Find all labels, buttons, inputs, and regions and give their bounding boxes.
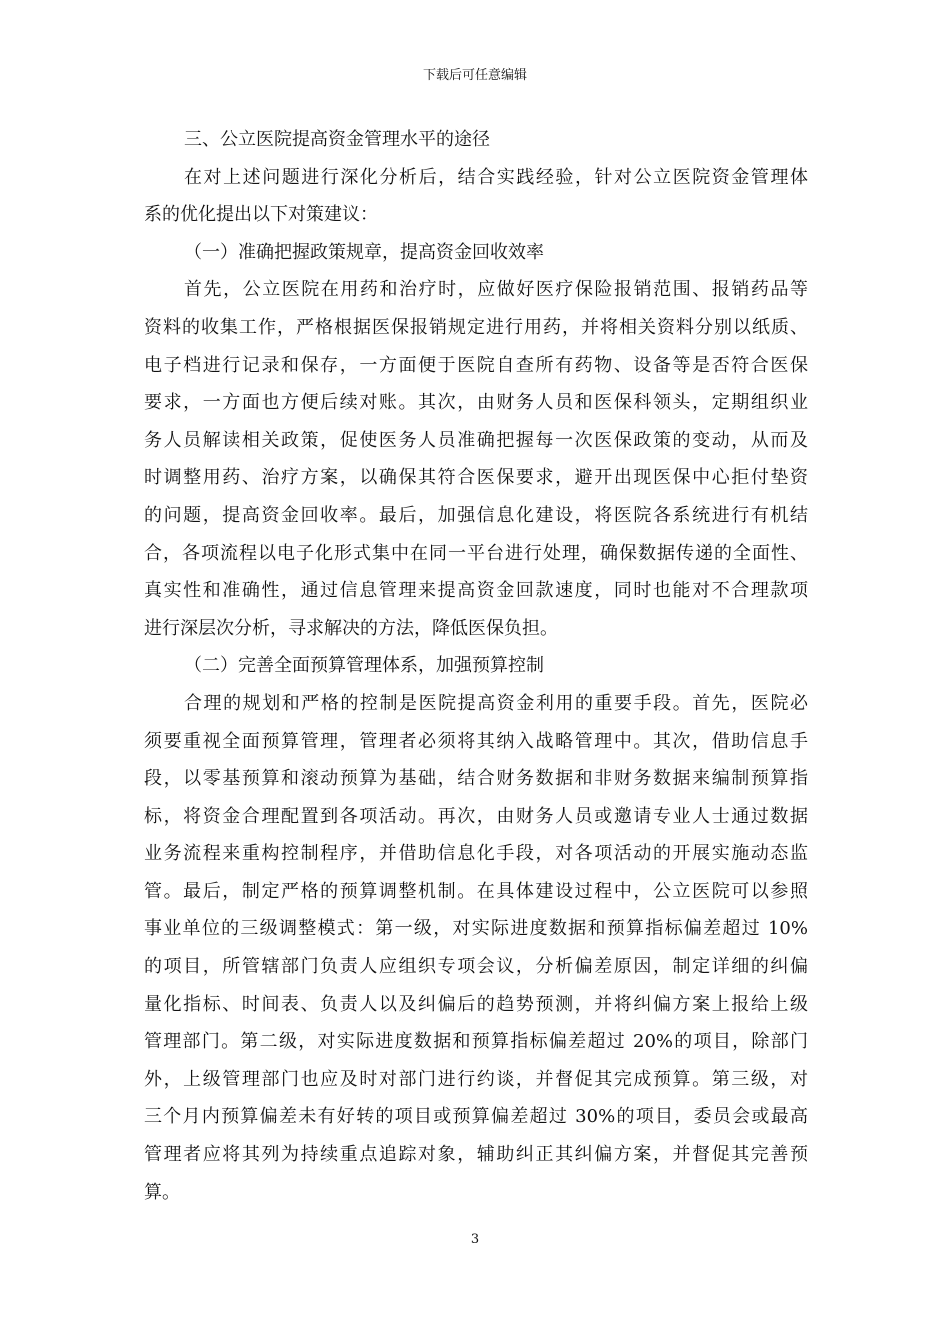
paragraph-line: 业务流程来重构控制程序，并借助信息化手段，对各项活动的开展实施动态监	[144, 843, 808, 865]
section-heading: 三、公立医院提高资金管理水平的途径	[184, 129, 490, 150]
paragraph-line: 量化指标、时间表、负责人以及纠偏后的趋势预测，并将纠偏方案上报给上级	[144, 993, 808, 1015]
paragraph-line: 三个月内预算偏差未有好转的项目或预算偏差超过 30%的项目，委员会或最高	[144, 1106, 808, 1128]
paragraph-line: 须要重视全面预算管理，管理者必须将其纳入战略管理中。其次，借助信息手	[144, 730, 808, 752]
page-number: 3	[470, 1232, 480, 1247]
paragraph-line: 合，各项流程以电子化形式集中在同一平台进行处理，确保数据传递的全面性、	[144, 542, 808, 564]
paragraph-line: 事业单位的三级调整模式：第一级，对实际进度数据和预算指标偏差超过 10%	[144, 918, 808, 940]
paragraph-line: 外，上级管理部门也应及时对部门进行约谈，并督促其完成预算。第三级，对	[144, 1068, 808, 1090]
paragraph-line: 首先，公立医院在用药和治疗时，应做好医疗保险报销范围、报销药品等	[184, 279, 808, 301]
paragraph-line: 电子档进行记录和保存，一方面便于医院自查所有药物、设备等是否符合医保	[144, 354, 808, 376]
paragraph-line: 系的优化提出以下对策建议：	[144, 204, 378, 226]
paragraph-line: 算。	[144, 1181, 180, 1203]
document-body	[144, 121, 808, 1211]
paragraph-line: 要求，一方面也方便后续对账。其次，由财务人员和医保科领头，定期组织业	[144, 392, 808, 414]
page-header: 下载后可任意编辑	[422, 68, 527, 83]
paragraph-line: 进行深层次分析，寻求解决的方法，降低医保负担。	[144, 617, 558, 639]
paragraph-line: 的项目，所管辖部门负责人应组织专项会议，分析偏差原因，制定详细的纠偏	[144, 956, 808, 978]
paragraph-line: 管理部门。第二级，对实际进度数据和预算指标偏差超过 20%的项目，除部门	[144, 1031, 808, 1053]
paragraph-line: 真实性和准确性，通过信息管理来提高资金回款速度，同时也能对不合理款项	[144, 580, 808, 602]
paragraph-line: 务人员解读相关政策，促使医务人员准确把握每一次医保政策的变动，从而及	[144, 429, 808, 451]
paragraph-line: 段，以零基预算和滚动预算为基础，结合财务数据和非财务数据来编制预算指	[144, 768, 808, 790]
subsection-heading: （二）完善全面预算管理体系，加强预算控制	[184, 655, 544, 677]
paragraph-line: 的问题，提高资金回收率。最后，加强信息化建设，将医院各系统进行有机结	[144, 504, 808, 526]
paragraph-line: 管。最后，制定严格的预算调整机制。在具体建设过程中，公立医院可以参照	[144, 880, 808, 902]
paragraph-line: 合理的规划和严格的控制是医院提高资金利用的重要手段。首先，医院必	[184, 692, 808, 714]
paragraph-line: 在对上述问题进行深化分析后，结合实践经验，针对公立医院资金管理体	[184, 166, 808, 188]
paragraph-line: 时调整用药、治疗方案，以确保其符合医保要求，避开出现医保中心拒付垫资	[144, 467, 808, 489]
subsection-heading: （一）准确把握政策规章，提高资金回收效率	[184, 241, 544, 263]
paragraph-line: 管理者应将其列为持续重点追踪对象，辅助纠正其纠偏方案，并督促其完善预	[144, 1144, 808, 1166]
paragraph-line: 标，将资金合理配置到各项活动。再次，由财务人员或邀请专业人士通过数据	[144, 805, 808, 827]
paragraph-line: 资料的收集工作，严格根据医保报销规定进行用药，并将相关资料分别以纸质、	[144, 316, 808, 338]
